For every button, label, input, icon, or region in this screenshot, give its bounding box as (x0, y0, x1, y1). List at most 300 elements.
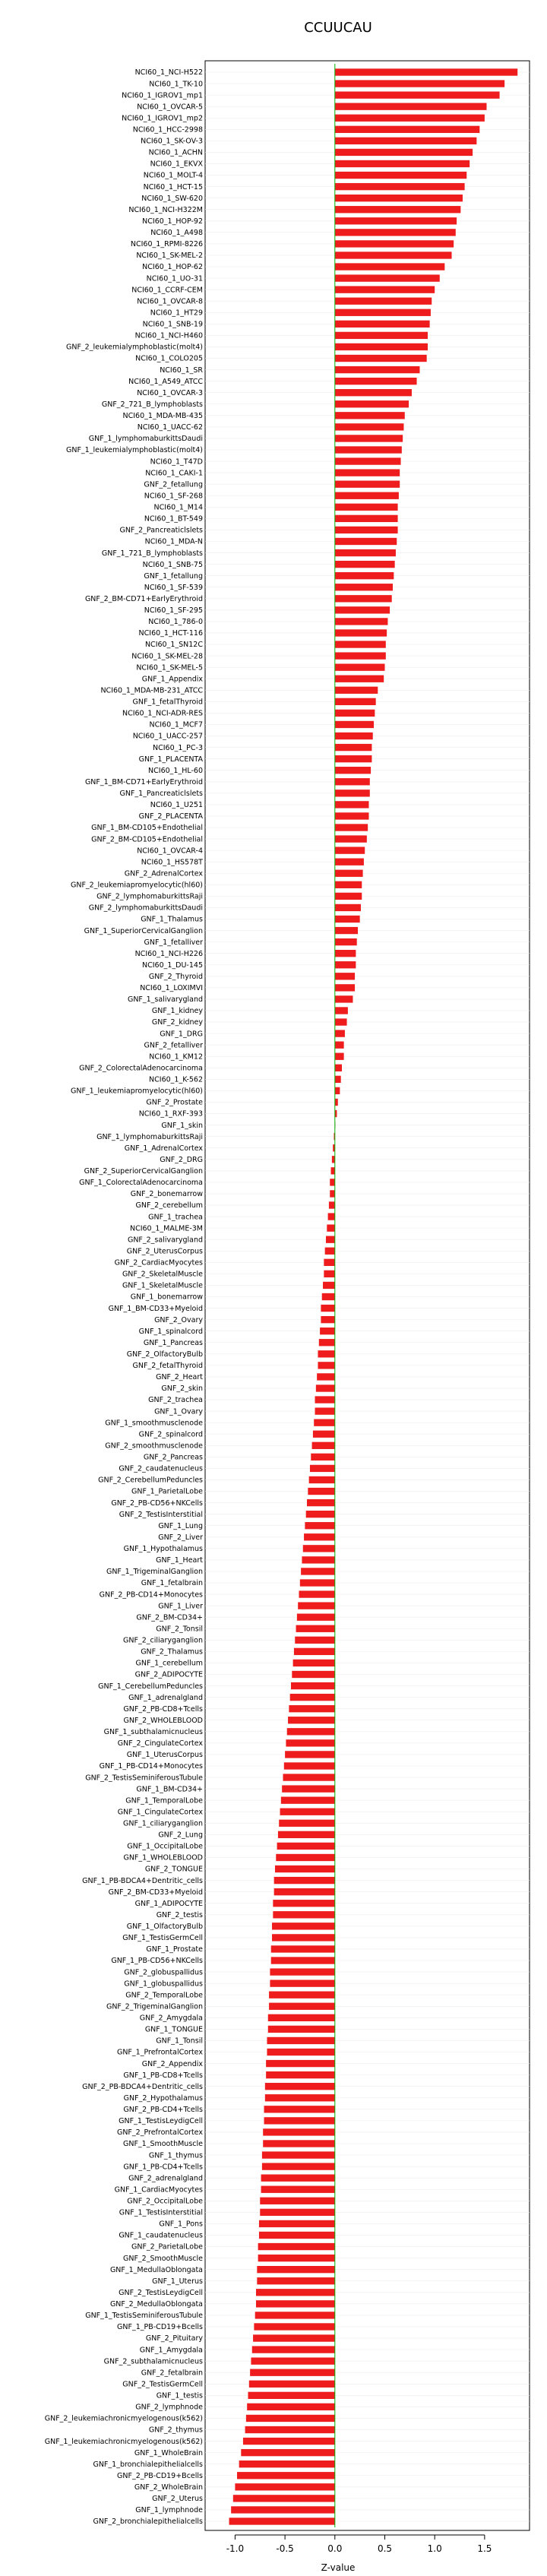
bar (229, 2517, 335, 2524)
bar (318, 1362, 334, 1369)
bar (298, 1602, 335, 1609)
bar (268, 2014, 335, 2021)
bar (335, 172, 466, 179)
category-label: GNF_1_PB-CD19+Bcells (117, 2323, 203, 2332)
category-label: GNF_2_TestisInterstitial (119, 1510, 203, 1519)
bar (335, 332, 428, 339)
category-label: GNF_2_caudatenucleus (119, 1464, 203, 1473)
category-label: GNF_2_BM-CD105+Endothelial (91, 835, 203, 844)
bar (335, 561, 395, 568)
bar (267, 2037, 334, 2044)
category-label: GNF_1_adrenalgland (128, 1693, 203, 1702)
bar (245, 2426, 335, 2433)
bar (335, 195, 463, 201)
bar (263, 2140, 335, 2147)
bar (263, 2128, 335, 2135)
bar (335, 572, 394, 579)
bar (231, 2506, 335, 2513)
category-label: GNF_1_skin (161, 1121, 203, 1130)
category-label: NCI60_1_MCF7 (149, 720, 203, 729)
bar (335, 412, 405, 419)
category-label: NCI60_1_SK-OV-3 (141, 137, 203, 146)
category-label: GNF_2_PLACENTA (138, 812, 203, 821)
category-label: NCI60_1_UACC-62 (137, 423, 203, 432)
bar (335, 309, 431, 316)
category-label: GNF_1_testis (156, 2391, 203, 2400)
bar (326, 1236, 335, 1243)
category-label: GNF_1_Pancreas (143, 1338, 203, 1347)
bar (241, 2449, 335, 2456)
bar (335, 400, 409, 407)
category-label: GNF_1_OccipitalLobe (127, 1842, 203, 1851)
category-label: GNF_2_MedullaOblongata (109, 2300, 203, 2309)
bar (335, 481, 400, 488)
bar (335, 286, 435, 293)
bar (312, 1442, 335, 1449)
bar (331, 1167, 335, 1174)
category-label: GNF_1_leukemiachronicmyelogenous(k562) (44, 2437, 203, 2446)
category-label: GNF_1_WHOLEBLOOD (123, 1853, 203, 1862)
bar (335, 859, 364, 866)
category-label: GNF_1_bronchialepithelialcells (93, 2460, 203, 2469)
bar (300, 1579, 335, 1586)
bar (249, 2381, 335, 2388)
bar (266, 2060, 335, 2067)
bar (258, 2243, 335, 2250)
category-label: NCI60_1_U251 (150, 801, 203, 810)
bar (293, 1660, 335, 1666)
category-label: GNF_2_PB-CD19+Bcells (117, 2471, 203, 2480)
category-label: NCI60_1_OVCAR-5 (137, 103, 203, 112)
bar (335, 423, 404, 430)
category-label: GNF_1_subthalamicnucleus (103, 1728, 203, 1737)
bar (335, 355, 427, 362)
bar (335, 274, 440, 281)
bar (335, 755, 372, 762)
category-label: NCI60_1_MDA-MB-435 (122, 412, 203, 421)
category-label: GNF_1_bonemarrow (130, 1293, 203, 1302)
bar (335, 663, 385, 670)
category-label: GNF_1_globuspallidus (124, 1979, 203, 1989)
bar (335, 961, 356, 968)
bar (305, 1522, 334, 1529)
category-label: GNF_1_cerebellum (135, 1659, 203, 1668)
category-label: GNF_1_WholeBrain (134, 2448, 203, 2457)
bar (273, 1900, 334, 1907)
bar (318, 1350, 334, 1357)
category-label: NCI60_1_HT29 (150, 309, 203, 318)
bar (262, 2163, 335, 2169)
bar (264, 2117, 335, 2124)
bar (265, 2094, 335, 2101)
bar (335, 343, 428, 350)
bar (335, 252, 452, 258)
category-label: GNF_2_adrenalgland (128, 2174, 203, 2183)
x-tick-label: -1.0 (226, 2543, 245, 2554)
bar (321, 1305, 334, 1312)
bar (335, 1018, 347, 1025)
category-label: GNF_1_leukemiapromyelocytic(hl60) (70, 1087, 203, 1096)
category-label: GNF_2_BM-CD34+ (136, 1613, 203, 1622)
category-label: GNF_2_Thalamus (141, 1647, 203, 1657)
category-label: GNF_2_OccipitalLobe (127, 2197, 203, 2206)
bar (324, 1271, 334, 1277)
bar (335, 138, 477, 144)
bar (335, 492, 399, 499)
category-label: NCI60_1_MDA-MB-231_ATCC (100, 686, 203, 695)
category-label: NCI60_1_NCI-H522 (134, 68, 203, 78)
category-label: GNF_1_CerebellumPeduncles (98, 1682, 203, 1691)
category-label: GNF_2_TestisLeydigCell (119, 2288, 203, 2297)
category-label: GNF_2_leukemiachronicmyelogenous(k562) (44, 2414, 203, 2423)
category-label: GNF_1_kidney (151, 1007, 203, 1016)
category-label: GNF_2_spinalcord (138, 1430, 203, 1439)
category-label: GNF_2_Amygdala (139, 2014, 203, 2023)
category-label: NCI60_1_K-562 (149, 1075, 203, 1084)
category-label: NCI60_1_SNB-75 (142, 560, 203, 569)
bar (324, 1259, 334, 1266)
bar (335, 584, 393, 590)
category-label: NCI60_1_NCI-H322M (128, 205, 203, 214)
bar (270, 1968, 334, 1975)
category-label: NCI60_1_PC-3 (152, 743, 203, 752)
bar (268, 2026, 335, 2033)
bar (335, 995, 353, 1002)
bar (332, 1156, 335, 1163)
bar (260, 2209, 335, 2216)
category-label: GNF_1_Ovary (154, 1407, 203, 1416)
category-label: GNF_1_fetallung (144, 571, 203, 581)
category-label: GNF_2_Lung (158, 1831, 203, 1840)
category-label: NCI60_1_HCC-2998 (132, 125, 203, 134)
category-label: NCI60_1_T47D (150, 457, 203, 467)
category-label: GNF_1_TestisSeminiferousTubule (85, 2312, 203, 2321)
bar (248, 2392, 334, 2399)
bar (319, 1339, 335, 1346)
bar (252, 2346, 335, 2353)
bar (291, 1682, 335, 1689)
bar (273, 1911, 334, 1918)
category-label: GNF_2_lymphomaburkittsDaudi (88, 903, 203, 913)
bar (335, 538, 397, 545)
category-label: GNF_2_fetalliver (144, 1041, 203, 1050)
category-label: GNF_1_PB-CD4+Tcells (123, 2163, 203, 2172)
category-label: GNF_1_BM-CD105+Endothelial (91, 824, 203, 833)
category-label: GNF_2_leukemialymphoblastic(molt4) (66, 343, 203, 352)
category-label: GNF_2_thymus (148, 2426, 203, 2435)
category-label: NCI60_1_UO-31 (146, 274, 203, 283)
category-label: GNF_2_SmoothMuscle (122, 2254, 203, 2263)
category-label: GNF_1_trachea (148, 1213, 203, 1222)
category-label: GNF_2_TemporalLobe (125, 1991, 203, 2000)
bar (335, 457, 401, 464)
bar (285, 1751, 335, 1758)
category-label: NCI60_1_HS578T (141, 858, 203, 867)
category-label: GNF_2_bonemarrow (130, 1190, 203, 1199)
category-label: GNF_2_UterusCorpus (126, 1247, 203, 1256)
category-label: GNF_1_fetalliver (144, 938, 203, 947)
bar (335, 973, 355, 979)
bar (335, 504, 398, 511)
category-label: GNF_2_PB-CD8+Tcells (123, 1704, 203, 1714)
category-label: GNF_2_BM-CD71+EarlyErythroid (84, 594, 203, 603)
x-tick-label: 1.5 (477, 2543, 492, 2554)
category-label: GNF_2_Liver (158, 1533, 203, 1542)
bar (335, 652, 386, 659)
bar (335, 721, 374, 728)
bar (292, 1671, 334, 1678)
bar (335, 1065, 342, 1071)
category-label: NCI60_1_SF-295 (144, 606, 203, 616)
category-label: GNF_2_SkeletalMuscle (122, 1270, 203, 1279)
category-label: GNF_1_smoothmusclenode (105, 1419, 203, 1428)
bar (316, 1385, 335, 1391)
category-label: GNF_1_OlfactoryBulb (126, 1923, 203, 1932)
category-label: GNF_1_lymphomaburkittsRaji (96, 1132, 203, 1141)
category-label: NCI60_1_OVCAR-8 (137, 297, 203, 306)
category-label: GNF_2_PB-CD56+NKCells (111, 1498, 203, 1508)
bar (235, 2483, 334, 2490)
bar (250, 2369, 335, 2376)
category-label: NCI60_1_LOXIMVI (140, 984, 203, 993)
bar (259, 2232, 335, 2239)
category-label: GNF_2_Hypothalamus (123, 2093, 203, 2103)
bar (321, 1316, 334, 1323)
category-label: GNF_1_PrefrontalCortex (116, 2048, 203, 2057)
category-label: NCI60_1_MDA-N (144, 537, 203, 546)
category-label: NCI60_1_OVCAR-3 (137, 388, 203, 397)
bar (335, 595, 392, 602)
x-tick-label: 0.5 (377, 2543, 393, 2554)
bar (304, 1533, 335, 1540)
bar (279, 1820, 335, 1827)
category-label: GNF_1_BM-CD34+ (136, 1785, 203, 1794)
bar (262, 2151, 335, 2158)
bar (335, 321, 430, 328)
category-label: NCI60_1_SR (160, 366, 203, 375)
category-labels (45, 68, 204, 2526)
category-label: GNF_1_CardiacMyocytes (114, 2185, 203, 2195)
bar (259, 2220, 335, 2227)
category-label: GNF_1_721_B_lymphoblasts (101, 549, 203, 558)
bar (239, 2460, 335, 2467)
category-label: GNF_2_cerebellum (135, 1201, 203, 1210)
bar (275, 1866, 335, 1872)
category-label: NCI60_1_CAKI-1 (145, 469, 203, 478)
bar (311, 1454, 335, 1460)
bar (246, 2415, 335, 2422)
bar (286, 1739, 334, 1746)
bar (335, 698, 376, 705)
category-label: GNF_2_DRG (160, 1155, 203, 1164)
category-label: GNF_1_ColorectalAdenocarcinoma (79, 1179, 203, 1188)
category-label: NCI60_1_MALME-3M (129, 1224, 203, 1233)
category-label: GNF_1_TONGUE (144, 2025, 203, 2034)
category-label: GNF_1_ADIPOCYTE (134, 1899, 203, 1908)
category-label: GNF_1_Pons (159, 2220, 203, 2229)
bar (265, 2083, 335, 2090)
bar (335, 778, 370, 785)
category-label: GNF_1_Heart (156, 1556, 203, 1565)
bar (335, 710, 375, 717)
category-label: GNF_2_fetalbrain (141, 2369, 203, 2378)
category-label: GNF_2_globuspallidus (124, 1968, 203, 1977)
bar (335, 904, 361, 911)
category-label: NCI60_1_SF-268 (144, 492, 203, 501)
category-label: NCI60_1_IGROV1_mp1 (122, 91, 203, 100)
bar (335, 183, 465, 190)
category-label: GNF_2_leukemiapromyelocytic(hl60) (70, 881, 203, 890)
bar (280, 1809, 335, 1815)
category-label: NCI60_1_M14 (153, 503, 203, 512)
category-label: GNF_1_BM-CD71+EarlyErythroid (84, 777, 203, 786)
bar (335, 744, 372, 751)
bar (266, 2071, 335, 2078)
bar (328, 1213, 335, 1220)
bar (335, 263, 445, 270)
bar (314, 1419, 335, 1426)
category-label: NCI60_1_HOP-62 (142, 263, 203, 272)
bar (335, 629, 387, 636)
category-label: NCI60_1_TK-10 (149, 80, 203, 89)
category-label: GNF_1_leukemialymphoblastic(molt4) (66, 446, 203, 455)
bar (302, 1556, 334, 1563)
category-label: GNF_1_TrigeminalGanglion (106, 1568, 203, 1577)
bar (247, 2404, 335, 2410)
category-label: GNF_1_UterusCorpus (126, 1751, 203, 1760)
category-label: GNF_1_AdrenalCortex (124, 1144, 203, 1153)
bar (335, 687, 378, 694)
bar (267, 2049, 334, 2055)
category-label: GNF_2_ciliaryganglion (123, 1636, 203, 1645)
bar (269, 1992, 335, 1998)
bar (303, 1545, 335, 1552)
x-axis-label: Z-value (321, 2562, 356, 2573)
category-label: NCI60_1_HOP-92 (142, 217, 203, 226)
bar (335, 366, 420, 373)
bar (270, 1979, 334, 1986)
category-label: NCI60_1_SK-MEL-28 (131, 652, 203, 661)
category-label: GNF_2_BM-CD33+Myeloid (108, 1888, 203, 1897)
category-label: NCI60_1_NCI-ADR-RES (122, 709, 203, 718)
category-label: GNF_1_Pancreaticlslets (119, 790, 203, 799)
bar (335, 298, 432, 305)
bar (274, 1877, 335, 1884)
bar (261, 2186, 335, 2193)
category-label: NCI60_1_A549_ATCC (128, 377, 203, 386)
category-label: GNF_1_Lung (158, 1521, 203, 1530)
bar (310, 1465, 335, 1472)
bar (297, 1614, 335, 1621)
category-label: GNF_2_721_B_lymphoblasts (101, 400, 203, 409)
bar (335, 115, 485, 122)
bar (335, 618, 388, 625)
category-label: GNF_1_Appendix (141, 675, 203, 684)
category-label: GNF_1_TestisInterstitial (119, 2208, 203, 2217)
bar (335, 767, 371, 774)
category-label: GNF_2_TestisSeminiferousTubule (85, 1774, 203, 1783)
category-label: GNF_1_DRG (160, 1030, 203, 1039)
bar (330, 1179, 335, 1185)
bar (271, 1945, 335, 1952)
category-label: GNF_1_SuperiorCervicalGanglion (84, 926, 203, 935)
category-label: GNF_2_ColorectalAdenocarcinoma (79, 1064, 203, 1073)
category-label: GNF_1_PLACENTA (138, 755, 203, 764)
bar (258, 2255, 335, 2261)
category-label: GNF_1_lymphomaburkittsDaudi (88, 435, 203, 444)
x-axis (226, 2535, 492, 2554)
bar (335, 103, 487, 110)
bar (278, 1831, 335, 1838)
bar (335, 1099, 338, 1106)
category-label: GNF_2_lymphnode (135, 2403, 203, 2412)
category-label: NCI60_1_SNB-19 (142, 320, 203, 329)
bar (335, 1041, 344, 1048)
category-label: NCI60_1_MOLT-4 (143, 171, 203, 180)
bar (335, 927, 358, 934)
bar (325, 1248, 335, 1255)
category-label: GNF_2_SuperiorCervicalGanglion (84, 1167, 203, 1176)
bar (233, 2495, 335, 2502)
category-label: GNF_1_Amygdala (139, 2346, 203, 2355)
bar (281, 1797, 335, 1804)
category-label: GNF_2_salivarygland (127, 1236, 203, 1245)
category-label: NCI60_1_RPMI-8226 (130, 240, 203, 249)
category-label: GNF_2_Pancreas (143, 1453, 203, 1462)
bar (335, 149, 473, 156)
bar (282, 1785, 335, 1792)
category-label: GNF_2_trachea (148, 1396, 203, 1405)
bar (269, 2003, 335, 2010)
category-label: NCI60_1_EKVX (150, 160, 203, 169)
category-label: GNF_2_fetallung (144, 480, 203, 489)
category-label: NCI60_1_HL-60 (148, 766, 203, 775)
category-label: GNF_2_PB-CD4+Tcells (123, 2106, 203, 2115)
bar (290, 1694, 335, 1701)
bar (283, 1774, 334, 1780)
bar (301, 1568, 335, 1574)
bar (317, 1373, 335, 1380)
category-label: NCI60_1_ACHN (148, 148, 203, 157)
bar (335, 68, 517, 75)
category-label: GNF_2_Heart (156, 1373, 203, 1382)
bar (271, 1957, 335, 1964)
bar (335, 812, 369, 819)
bar (296, 1625, 335, 1632)
bar (322, 1293, 335, 1300)
category-label: GNF_2_kidney (151, 1018, 203, 1027)
category-label: GNF_2_CardiacMyocytes (114, 1258, 203, 1267)
bar (327, 1224, 335, 1231)
category-label: GNF_2_WHOLEBLOOD (123, 1716, 203, 1725)
bar (335, 217, 457, 224)
x-tick-label: 0.0 (327, 2543, 343, 2554)
category-label: GNF_1_PB-CD8+Tcells (123, 2071, 203, 2080)
category-label: GNF_1_SkeletalMuscle (122, 1281, 203, 1290)
bar (309, 1476, 335, 1483)
category-label: GNF_2_PB-BDCA4+Dentritic_cells (82, 2082, 203, 2091)
bar (264, 2106, 335, 2112)
bar (323, 1282, 335, 1289)
bar (335, 790, 370, 796)
category-label: GNF_1_thymus (148, 2151, 203, 2160)
category-label: GNF_1_MedullaOblongata (109, 2265, 203, 2274)
category-label: GNF_2_TrigeminalGanglion (106, 2002, 203, 2011)
plot-frame (205, 61, 530, 2530)
bar (335, 881, 362, 888)
category-label: NCI60_1_SN12C (144, 641, 203, 650)
category-label: GNF_2_OlfactoryBulb (126, 1350, 203, 1359)
